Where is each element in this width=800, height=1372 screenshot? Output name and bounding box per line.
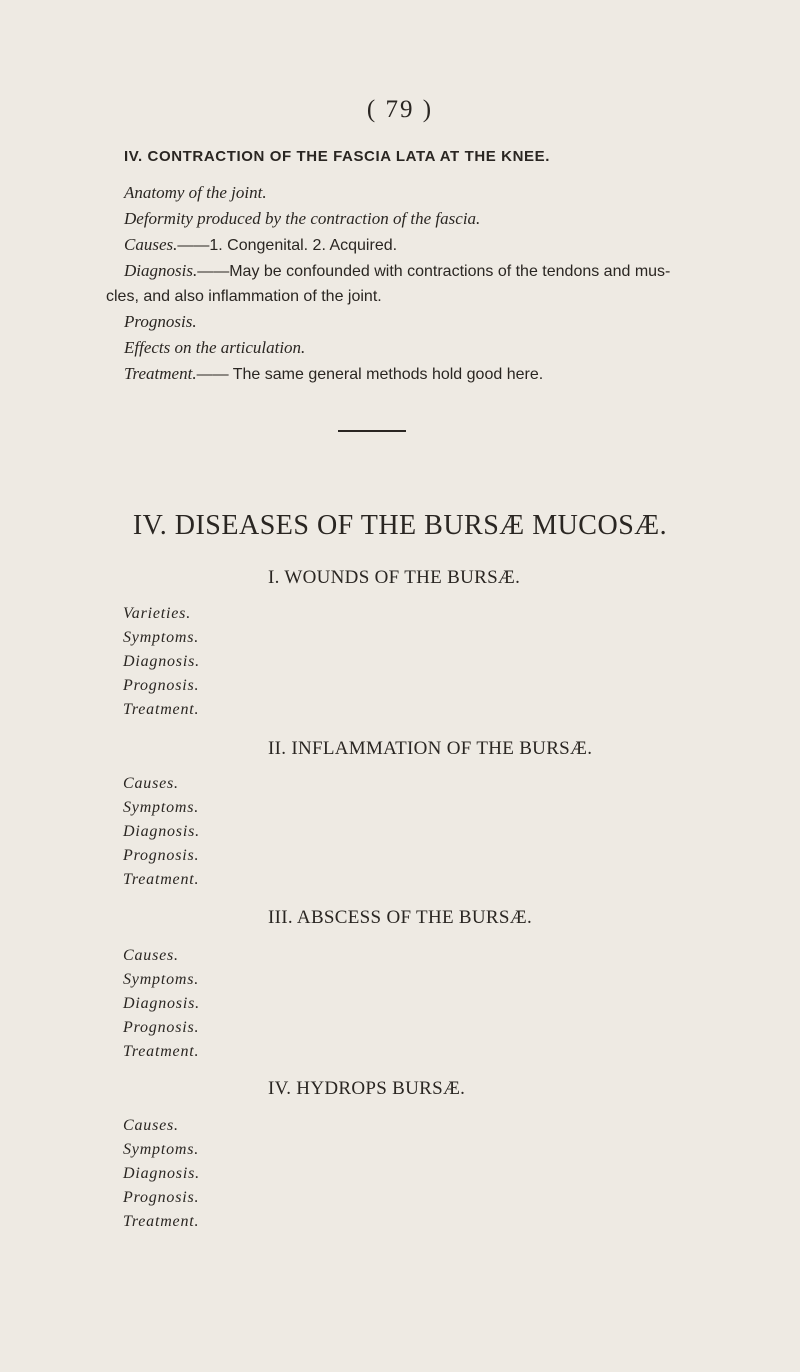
subsection-title: II. INFLAMMATION OF THE BURSÆ. [268, 738, 593, 759]
line-label: Causes. [124, 235, 178, 254]
topic-label: Causes. [123, 775, 179, 792]
text-line [124, 312, 197, 332]
topic-label: Prognosis. [123, 1189, 200, 1206]
text-line [124, 209, 480, 229]
topic-label: Prognosis. [123, 1019, 200, 1036]
topic-label: Diagnosis. [123, 1165, 200, 1182]
topic-label: Diagnosis. [123, 995, 200, 1012]
topic-label: Causes. [123, 1117, 179, 1134]
topic-label: Prognosis. [123, 677, 200, 694]
text-line [124, 261, 670, 281]
topic-label: Treatment. [123, 1043, 200, 1060]
topic-label: Symptoms. [123, 799, 200, 816]
line-label: Effects on the articulation. [124, 338, 306, 357]
section-heading: IV. CONTRACTION OF THE FASCIA LATA AT THE KNEE. [124, 148, 550, 165]
topic-label: Symptoms. [123, 1141, 200, 1158]
line-text: ——1. Congenital. 2. Acquired. [177, 237, 398, 254]
page-number: ( 79 ) [366, 96, 434, 123]
divider-rule [338, 430, 406, 432]
topic-label: Causes. [123, 947, 179, 964]
topic-label: Symptoms. [123, 971, 200, 988]
line-label: Deformity produced by the contraction of the fascia. [124, 209, 481, 228]
topic-label: Symptoms. [123, 629, 200, 646]
line-text: ——May be confounded with contractions of the tendons and mus- [197, 263, 671, 280]
chapter-title: IV. DISEASES OF THE BURSÆ MUCOSÆ. [132, 510, 668, 541]
text-line [124, 338, 305, 358]
subsection-title: I. WOUNDS OF THE BURSÆ. [268, 567, 521, 588]
line-text: cles, and also inflammation of the joint. [106, 288, 382, 305]
line-label: Diagnosis. [124, 261, 198, 280]
line-text: —— The same general methods hold good here. [196, 366, 544, 383]
line-label: Treatment. [124, 364, 197, 383]
topic-label: Diagnosis. [123, 823, 200, 840]
topic-label: Treatment. [123, 871, 200, 888]
text-line [124, 235, 397, 255]
subsection-title: III. ABSCESS OF THE BURSÆ. [268, 907, 533, 928]
topic-label: Treatment. [123, 1213, 200, 1230]
topic-label: Diagnosis. [123, 653, 200, 670]
topic-label: Varieties. [123, 605, 191, 622]
subsection-title: IV. HYDROPS BURSÆ. [268, 1078, 466, 1099]
topic-label: Prognosis. [123, 847, 200, 864]
text-line [124, 183, 267, 203]
line-label: Prognosis. [124, 312, 197, 331]
line-label: Anatomy of the joint. [124, 183, 267, 202]
text-line [124, 364, 543, 384]
text-line [106, 286, 382, 306]
topic-label: Treatment. [123, 701, 200, 718]
